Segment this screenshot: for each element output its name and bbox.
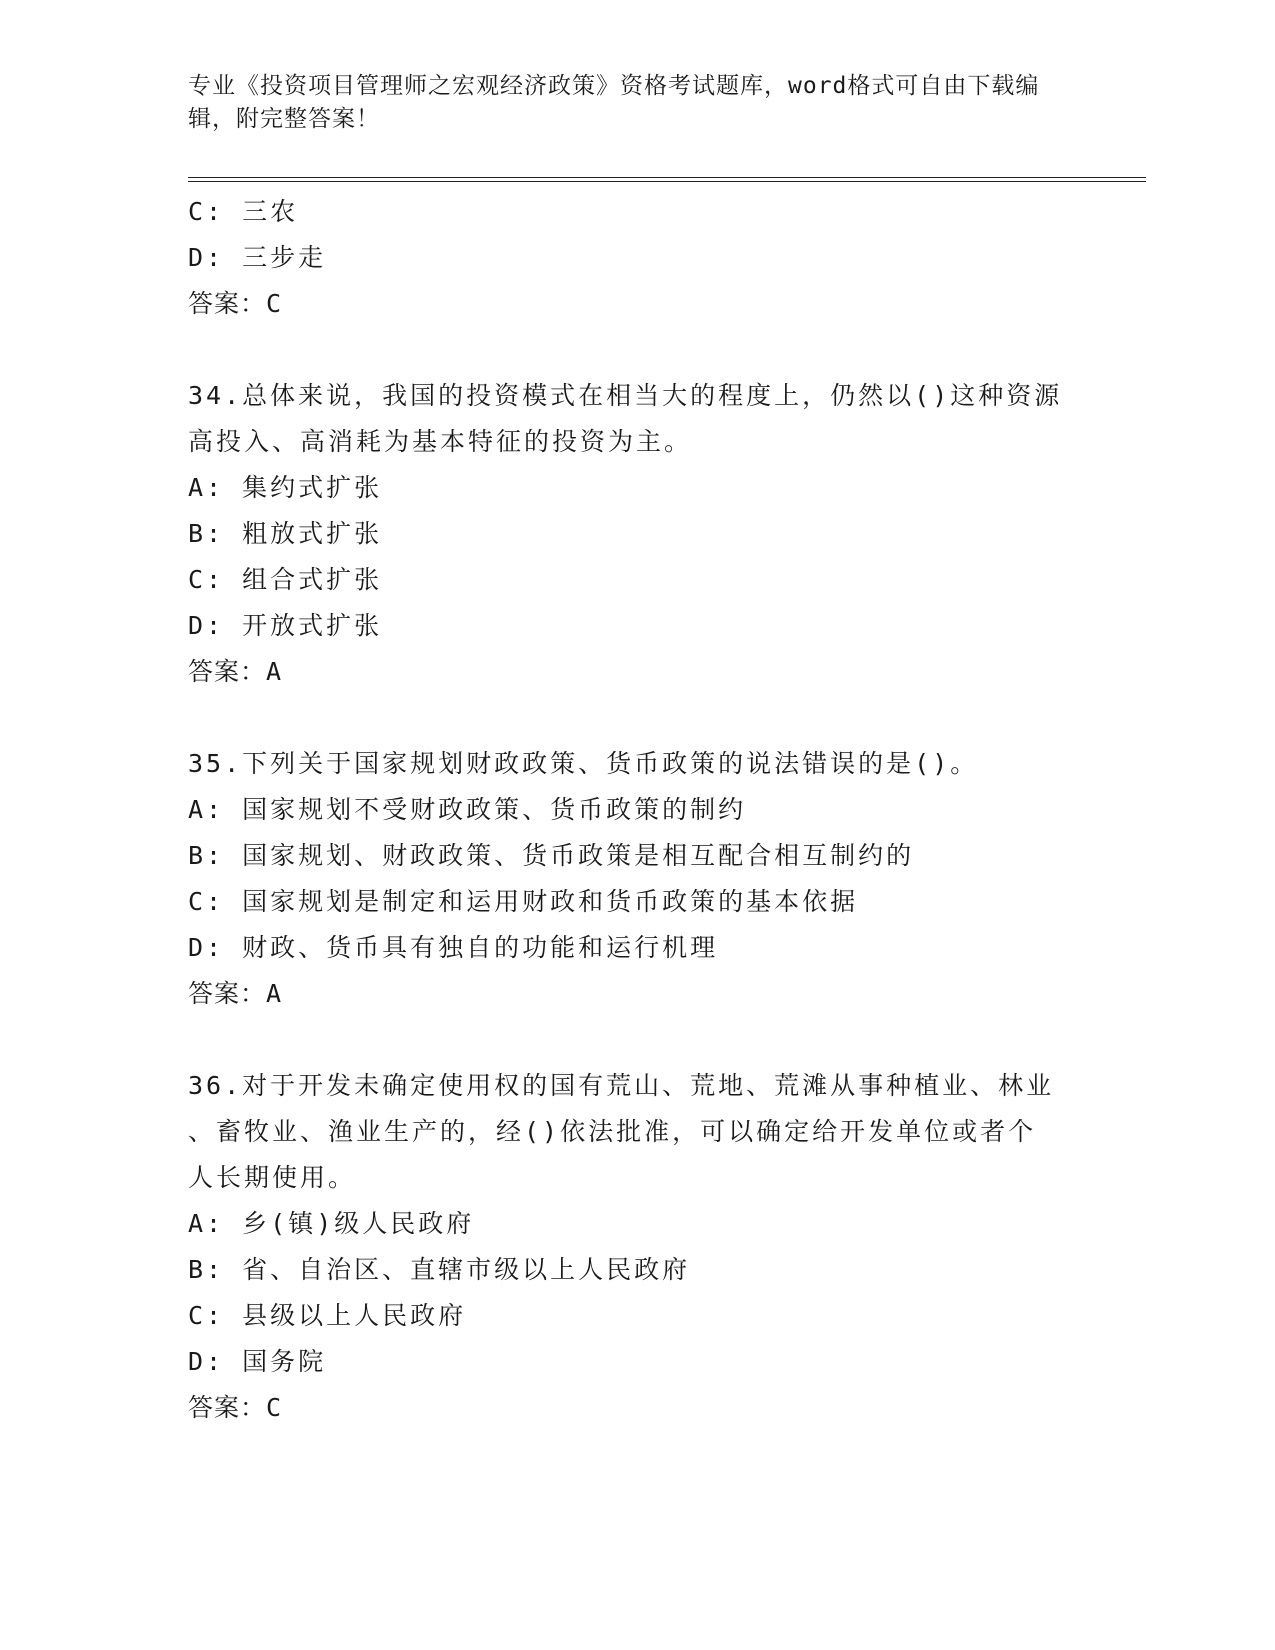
option-a: A: 集约式扩张 — [188, 473, 383, 502]
spacer — [188, 327, 1088, 373]
option-b: B: 国家规划、财政政策、货币政策是相互配合相互制约的 — [188, 841, 915, 870]
header-title-line-1: 专业《投资项目管理师之宏观经济政策》资格考试题库，word格式可自由下载编 — [188, 73, 1040, 99]
answer-line: 答案：A — [188, 979, 283, 1008]
header-divider-bottom — [188, 181, 1146, 182]
option-b: B: 省、自治区、直辖市级以上人民政府 — [188, 1255, 691, 1284]
option-d: D: 三步走 — [188, 243, 327, 272]
option-b: B: 粗放式扩张 — [188, 519, 383, 548]
question-stem-line: 人长期使用。 — [188, 1163, 357, 1192]
question-34 — [188, 373, 1088, 695]
option-d: D: 国务院 — [188, 1347, 327, 1376]
question-stem-line: 34.总体来说，我国的投资模式在相当大的程度上，仍然以()这种资源 — [188, 381, 1063, 410]
question-stem-line: 高投入、高消耗为基本特征的投资为主。 — [188, 427, 693, 456]
option-c: C: 国家规划是制定和运用财政和货币政策的基本依据 — [188, 887, 859, 916]
question-33-continuation — [188, 189, 1088, 327]
option-d: D: 财政、货币具有独自的功能和运行机理 — [188, 933, 719, 962]
question-stem-line: 36.对于开发未确定使用权的国有荒山、荒地、荒滩从事种植业、林业 — [188, 1071, 1055, 1100]
option-a: A: 国家规划不受财政政策、货币政策的制约 — [188, 795, 747, 824]
answer-line: 答案：A — [188, 657, 283, 686]
header-title-line-2: 辑，附完整答案！ — [188, 106, 380, 132]
question-stem-line: 35.下列关于国家规划财政政策、货币政策的说法错误的是()。 — [188, 749, 979, 778]
spacer — [188, 1017, 1088, 1063]
option-d: D: 开放式扩张 — [188, 611, 383, 640]
answer-line: 答案：C — [188, 289, 283, 318]
question-35 — [188, 741, 1088, 1017]
question-list — [188, 189, 1088, 1431]
answer-line: 答案：C — [188, 1393, 283, 1422]
option-c: C: 县级以上人民政府 — [188, 1301, 467, 1330]
header-divider-top — [188, 177, 1146, 178]
option-c: C: 组合式扩张 — [188, 565, 383, 594]
question-stem-line: 、畜牧业、渔业生产的，经()依法批准，可以确定给开发单位或者个 — [188, 1117, 1037, 1146]
spacer — [188, 695, 1088, 741]
option-a: A: 乡(镇)级人民政府 — [188, 1209, 475, 1238]
document-header — [188, 70, 1078, 136]
question-36 — [188, 1063, 1088, 1431]
option-c: C: 三农 — [188, 197, 299, 226]
